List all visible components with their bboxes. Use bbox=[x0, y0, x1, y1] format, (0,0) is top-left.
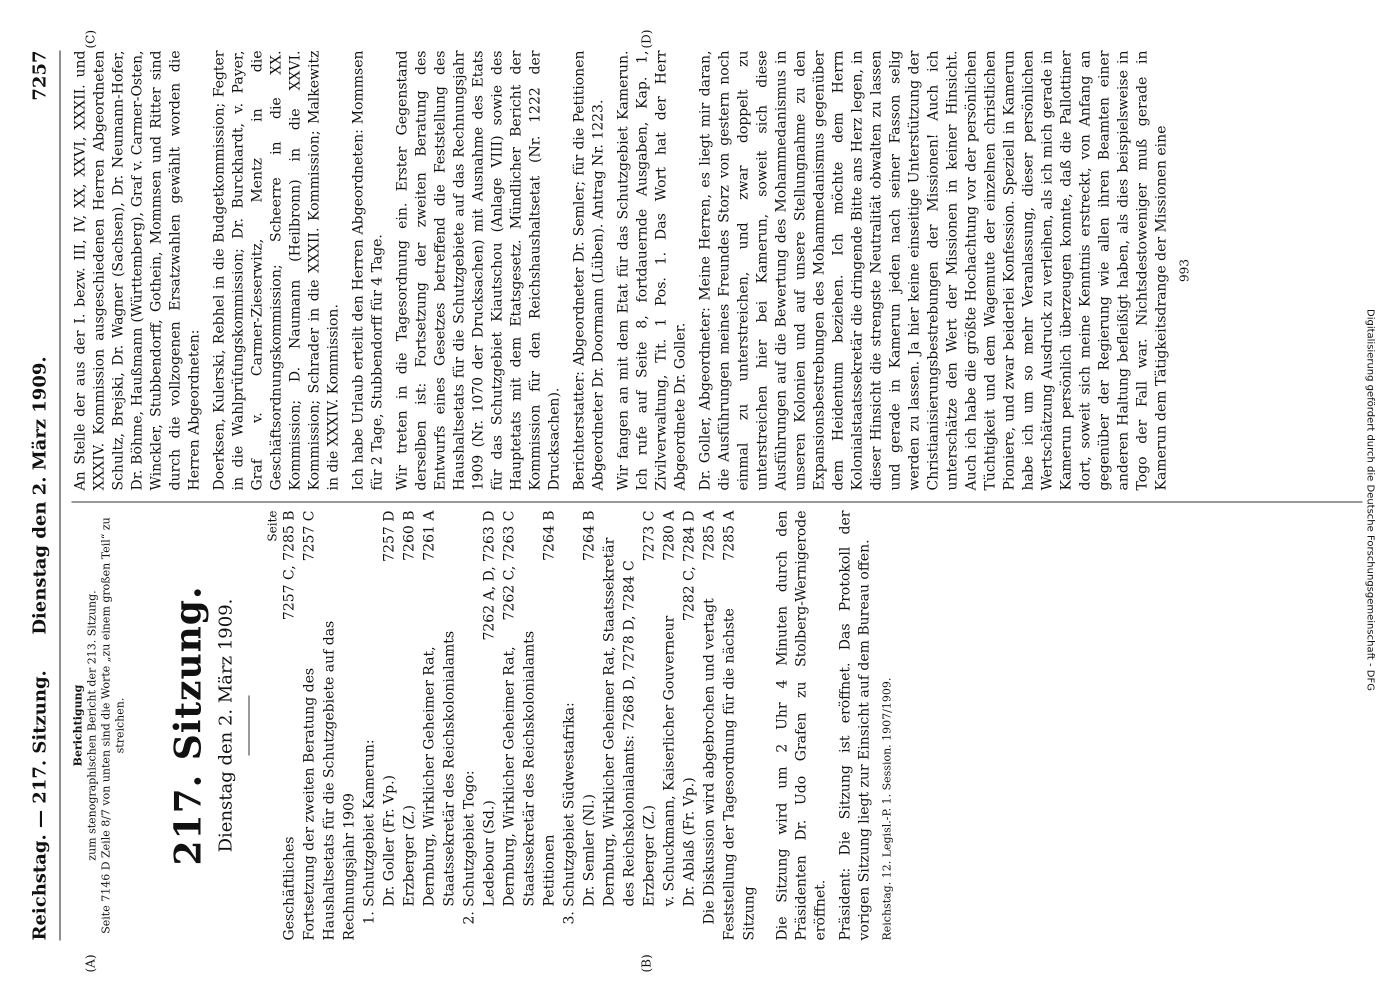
toc-entry-text: Dernburg, Wirklicher Geheimer Rat, Staatssekretär des Reichskolonialamts bbox=[501, 630, 538, 907]
margin-marker-c: (C) bbox=[83, 29, 98, 49]
body-paragraph: An Stelle der aus der I. bezw. III, IV, XX, XXVI, XXXII. und XXXIV. Kommission ausgeschiedenen Herren Abgeordneten Schultz, Brejski, Dr. Wagner (Sachsen), Dr. Neumann-Hofer, Dr. Böhme, Haußmann (Württemberg), Graf v. Carmer-Osten, Winckler, Stubbendorff, Gothein, Mommsen und Ritter sind durch die vollzogenen Ersatzwahlen gewählt worden die Herren Abgeordneten: bbox=[72, 50, 203, 491]
toc-entry-page: 7257 C bbox=[301, 510, 318, 562]
body-paragraph: Wir fangen an mit dem Etat für das Schutzgebiet Kamerun. Ich rufe auf Seite 8, fortdauernde Ausgaben, Kap. 1, Zivilverwaltung, Tit. 1 Pos. 1. Das Wort hat der Herr Abgeordnete Dr. Goller. bbox=[615, 50, 689, 491]
toc-entry-page: 7257 D bbox=[381, 510, 398, 562]
body-paragraph: Berichterstatter: Abgeordneter Dr. Semler; für die Petitionen Abgeordneter Dr. Doormann (Lüben). Antrag Nr. 1223. bbox=[571, 50, 607, 491]
toc-entry-text: Feststellung der Tagesordnung für die nächste Sitzung bbox=[721, 608, 758, 941]
toc-entry-page: 7262 C, 7263 C bbox=[501, 510, 518, 621]
toc-entry-text: Dernburg, Wirklicher Geheimer Rat, Staatssekretär des Reichskolonialamts: 7268 D, 7278 D, 7284 C bbox=[601, 537, 638, 907]
left-column bbox=[72, 511, 1363, 941]
toc-entry-text: Geschäftliches bbox=[281, 836, 298, 941]
toc-entry-page: 7264 B bbox=[541, 510, 558, 561]
toc-entry-page: 7260 B bbox=[401, 510, 418, 561]
toc-entry bbox=[540, 511, 560, 941]
toc-entry bbox=[640, 511, 660, 941]
toc-entry-page bbox=[460, 511, 480, 519]
toc-entry bbox=[420, 511, 460, 941]
toc-entry-text: Dr. Goller (Fr. Vp.) bbox=[381, 775, 398, 907]
toc-entry bbox=[720, 511, 760, 941]
toc-entry-text: Petitionen bbox=[541, 834, 558, 907]
toc-entry bbox=[660, 511, 680, 941]
berichtigung-title: Berichtigung bbox=[71, 684, 85, 767]
body-paragraph: Ich habe Urlaub erteilt den Herren Abgeordneten: Mommsen für 2 Tage, Stubbendorff für 4 Tage. bbox=[350, 50, 386, 491]
running-header bbox=[20, 51, 61, 941]
toc-entry-page: 7273 C bbox=[641, 510, 658, 562]
right-paragraphs bbox=[72, 51, 1172, 491]
margin-marker-d: (D) bbox=[639, 29, 654, 49]
toc-entry bbox=[360, 511, 380, 941]
toc-entry bbox=[460, 511, 480, 941]
header-center: Dienstag den 2. März 1909. bbox=[29, 356, 51, 635]
toc-entry-text: Dernburg, Wirklicher Geheimer Rat, Staatssekretär des Reichskolonialamts bbox=[421, 630, 458, 907]
rotated-page bbox=[0, 21, 1383, 981]
berichtigung-line1: zum stenographischen Bericht der 213. Sitzung. bbox=[85, 590, 99, 861]
toc-entry bbox=[560, 511, 580, 941]
toc-entry bbox=[480, 511, 500, 941]
margin-marker-b: (B) bbox=[639, 954, 654, 973]
body-paragraph: Dr. Goller, Abgeordneter: Meine Herren, es liegt mir daran, die Ausführungen meines Freundes Storz von gestern noch einmal zu unterstreichen, und zwar doppelt zu unterstreichen hier bei Kamerun, soweit sich diese Ausführungen auf die Bewertung des Mohammedanismus in unseren Kolonien und auf unsere Stellungnahme zu den Expansionsbestrebungen des Mohammedanismus gegenüber dem Heidentum beziehen. Ich möchte dem Herrn Kolonialstaatssekretär die dringende Bitte ans Herz legen, in dieser Hinsicht die strengste Neutralität obwalten zu lassen und gerade in Kamerun jeden nach seiner Fasson selig werden zu lassen. Ja hier keine einseitige Unterstützung der Christianisierungsbestrebungen der Missionen! Auch ich unterschätze den Wert der Missionen in keiner Hinsicht. Auch ich habe die größte Hochachtung vor der persönlichen Tüchtigkeit und dem Wagemute der einzelnen christlichen Pioniere, und zwar beiderlei Konfession. Speziell in Kamerun habe ich um so mehr Veranlassung, dieser persönlichen Wertschätzung Ausdruck zu verleihen, als ich mich gerade in Kamerun persönlich überzeugen konnte, daß die Pallottiner dort, soweit sich meine Kenntnis erstreckt, von Anfang an gegenüber der Regierung wie allen ihren Beamten einer anderen Haltung befleißigt haben, als dies beispielsweise in Togo der Fall war. Nichtsdestoweniger muß gerade in Kamerun dem Tätigkeitsdrange der Missionen eine bbox=[697, 50, 1170, 491]
toc-entry-text: 3. Schutzgebiet Südwestafrika: bbox=[561, 702, 578, 925]
toc-entry bbox=[300, 511, 360, 941]
toc-entry bbox=[500, 511, 540, 941]
toc-entry-page: 7282 C, 7284 D bbox=[681, 510, 698, 621]
toc-entry-page: 7280 A bbox=[661, 510, 678, 561]
toc-entry-text: Dr. Semler (Nl.) bbox=[581, 794, 598, 907]
berichtigung-block bbox=[72, 511, 128, 941]
digitization-credit bbox=[1362, 10, 1378, 990]
toc-entry-text: v. Schuckmann, Kaiserlicher Gouverneur bbox=[661, 615, 678, 907]
column-divider bbox=[72, 502, 1363, 503]
toc-entry-page: 7285 A bbox=[701, 510, 718, 561]
credit-text: Digitalisierung gefördert durch die Deutsche Forschungsgemeinschaft - DFG bbox=[1364, 308, 1376, 692]
table-of-contents bbox=[280, 511, 760, 941]
toc-entry bbox=[380, 511, 400, 941]
toc-entry-page bbox=[360, 511, 380, 519]
header-left: Reichstag. — 217. Sitzung. bbox=[29, 670, 51, 941]
toc-entry-page: 7285 A bbox=[721, 510, 738, 561]
toc-entry-text: Dr. Ablaß (Fr. Vp.) bbox=[681, 777, 698, 907]
toc-entry-page bbox=[600, 511, 640, 519]
toc-entry-text: Erzberger (Z.) bbox=[641, 805, 658, 907]
separator-rule bbox=[249, 696, 250, 756]
margin-marker-a: (A) bbox=[83, 954, 98, 973]
toc-entry bbox=[680, 511, 700, 941]
body-paragraph: Wir treten in die Tagesordnung ein. Erster Gegenstand derselben ist: Fortsetzung der zweiten Beratung des Entwurfs eines Gesetzes betreffend die Feststellung des Haushaltsetats für die Schutzgebiete auf das Rechnungsjahr 1909 (Nr. 1070 der Drucksachen) mit Ausnahme des Etats für das Schutzgebiet Kiautschou (Anlage VIII) sowie des Hauptetats mit dem Etatsgesetz. Mündlicher Bericht der Kommission für den Reichshaushaltsetat (Nr. 1222 der Drucksachen). bbox=[394, 50, 563, 491]
toc-entry-page bbox=[560, 511, 580, 519]
toc-entry-text: Fortsetzung der zweiten Beratung des Haushaltsetats für die Schutzgebiete auf das Rechnungsjahr 1909 bbox=[301, 620, 358, 941]
toc-entry-text: Die Diskussion wird abgebrochen und vertagt bbox=[701, 598, 718, 925]
toc-entry bbox=[400, 511, 420, 941]
toc-entry-page: 7257 C, 7285 B bbox=[281, 510, 298, 621]
toc-entry bbox=[580, 511, 600, 941]
toc-entry-text: Ledebour (Sd.) bbox=[481, 800, 498, 907]
bottom-page-number: 993 bbox=[1177, 259, 1192, 282]
toc-entry-text: 2. Schutzgebiet Togo: bbox=[461, 770, 478, 925]
left-footer: Reichstag. 12. Legisl.-P. 1. Session. 1907/1909. bbox=[880, 677, 894, 941]
toc-entry bbox=[700, 511, 720, 941]
body-paragraph: Doerksen, Kulerski, Rebhel in die Budgetkommission; Fegter in die Wahlprüfungskommission; Dr. Burckhardt, v. Payer, Graf v. Carmer-Zieserwitz, Mentz in die Geschäftsordnungskommission; Scheerre in die XX. Kommission; D. Naumann (Heilbronn) in die XXVI. Kommission; Schrader in die XXXII. Kommission; Malkewitz in die XXXIV. Kommission. bbox=[211, 50, 342, 491]
berichtigung-line2: Seite 7146 D Zeile 8/7 von unten sind die Worte „zu einem großen Teil“ zu streichen. bbox=[99, 517, 127, 934]
toc-entry-text: Erzberger (Z.) bbox=[401, 805, 418, 907]
session-title: 217. Sitzung. bbox=[167, 585, 210, 866]
toc-entry-page: 7262 A, D, 7263 D bbox=[481, 510, 498, 641]
toc-entry bbox=[280, 511, 300, 941]
toc-entry bbox=[600, 511, 640, 941]
toc-entry-page: 7264 B bbox=[581, 510, 598, 561]
right-column bbox=[72, 51, 1363, 491]
opening-paragraph: Die Sitzung wird um 2 Uhr 4 Minuten durch den Präsidenten Dr. Udo Grafen zu Stolberg-Wernigerode eröffnet. bbox=[774, 510, 829, 941]
toc-entry-page: 7261 A bbox=[421, 510, 438, 561]
toc-entry-text: 1. Schutzgebiet Kamerun: bbox=[361, 739, 378, 925]
header-page-number: 7257 bbox=[29, 50, 51, 101]
president-paragraph: Präsident: Die Sitzung ist eröffnet. Das Protokoll der vorigen Sitzung liegt zur Einsicht auf dem Bureau offen. bbox=[837, 510, 873, 941]
toc-page-header: Seite bbox=[265, 510, 280, 542]
session-date: Dienstag den 2. März 1909. bbox=[215, 598, 237, 853]
